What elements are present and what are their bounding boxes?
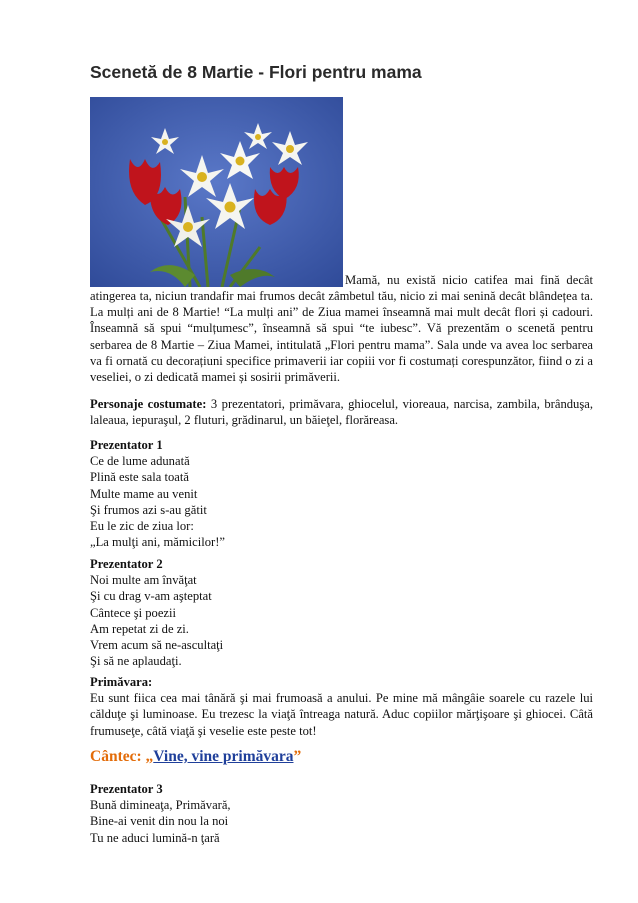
spring-block <box>90 674 593 739</box>
flowers-photo <box>90 97 343 287</box>
verse-line: Bună dimineaţa, Primăvară, <box>90 798 231 813</box>
song-suffix: ” <box>293 748 302 765</box>
presenter2-heading: Prezentator 2 <box>90 557 163 571</box>
verse-line: Şi să ne aplaudaţi. <box>90 654 182 669</box>
presenter3-heading: Prezentator 3 <box>90 782 163 796</box>
presenter1-block <box>90 437 593 550</box>
spring-text: Eu sunt fiica cea mai tânără şi mai frumoasă a anului. Pe mine mă mângâie soarele cu razele lui călduţe şi luminoase. Eu trezesc la viaţă întreaga natură. Aduc copiilor mărţişoare şi ghiocei. Câtă frumuseţe, câtă viaţă şi veselie este peste tot! <box>90 691 593 738</box>
verse-line: „La mulţi ani, mămicilor!” <box>90 535 225 550</box>
characters-text: 3 prezentatori, primăvara, ghiocelul, vioreaua, narcisa, zambila, brânduşa, laleaua, iepuraşul, 2 fluturi, grădinarul, un băieţel, florăreasa. <box>90 397 593 428</box>
characters-paragraph <box>90 396 593 428</box>
presenter2-block <box>90 556 593 669</box>
characters-label: Personaje costumate: <box>90 397 207 411</box>
intro-first-line: Mamă, nu există nicio catifea mai fină decât <box>345 273 593 287</box>
verse-line: Multe mame au venit <box>90 486 198 501</box>
verse-line: Noi multe am învăţat <box>90 573 197 588</box>
song-link[interactable]: Vine, vine primăvara <box>153 748 294 765</box>
spring-heading: Primăvara: <box>90 675 153 689</box>
verse-line: Am repetat zi de zi. <box>90 621 189 636</box>
verse-line: Vrem acum să ne-ascultaţi <box>90 638 224 653</box>
verse-line: Plină este sala toată <box>90 470 189 485</box>
verse-line: Bine-ai venit din nou la noi <box>90 814 229 829</box>
verse-line: Cântece şi poezii <box>90 605 177 620</box>
verse-line: Ce de lume adunată <box>90 454 190 469</box>
song-prefix: Cântec: „ <box>90 748 154 765</box>
page-title: Scenetă de 8 Martie - Flori pentru mama <box>90 62 422 82</box>
verse-line: Eu le zic de ziua lor: <box>90 519 194 534</box>
verse-line: Şi frumos azi s-au gătit <box>90 502 207 517</box>
presenter3-block <box>90 781 593 846</box>
presenter1-heading: Prezentator 1 <box>90 438 163 452</box>
intro-paragraph: atingerea ta, niciun trandafir mai frumos decât zâmbetul tău, nicio zi mai senină decât blândețea ta. La mulți ani de 8 Martie! “La mulți ani” de Ziua mamei înseamnă mai mult decât flori și cadouri. Înseamnă să spui “mulțumesc”, înseamnă să spui “te iubesc”. Vă prezentăm o scenetă pentru serbarea de 8 Martie – Ziua Mamei, intitulată „Flori pentru mama”. Sala unde va avea loc serbarea va fi ornată cu decorațiuni specifice primaverii iar copiii vor fi costumați corespunzător, fiind o zi a veseliei, o zi dedicată mamei și sosirii primăverii. <box>90 289 593 385</box>
verse-line: Şi cu drag v-am aşteptat <box>90 589 212 604</box>
song-heading <box>90 748 301 766</box>
verse-line: Tu ne aduci lumină-n ţară <box>90 830 220 845</box>
